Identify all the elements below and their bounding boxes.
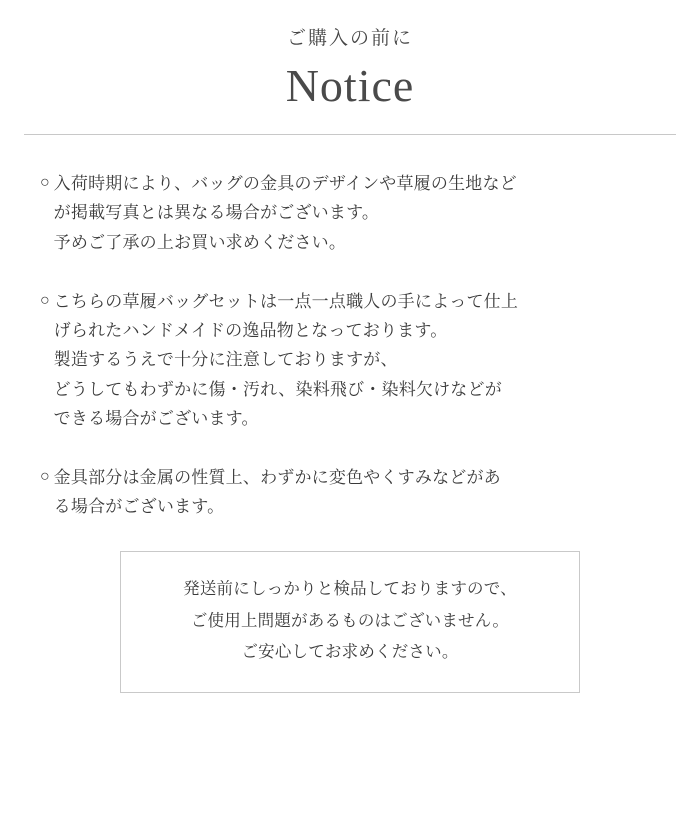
list-item (40, 287, 660, 433)
notice-line: こちらの草履バッグセットは一点一点職人の手によって仕上 (53, 291, 519, 311)
bullet-icon: ○ (40, 174, 50, 192)
bullet-icon: ○ (40, 467, 50, 485)
notice-line: 入荷時期により、バッグの金具のデザインや草履の生地など (53, 174, 517, 194)
notice-list (0, 135, 700, 693)
notice-text (54, 463, 660, 521)
list-item (40, 463, 660, 521)
highlight-line: ご使用上問題があるものはございません。 (190, 611, 510, 630)
notice-line: どうしてもわずかに傷・汚れ、染料飛び・染料欠けなどが (53, 379, 502, 399)
notice-text (54, 169, 660, 257)
notice-line: 予めご了承の上お買い求めください。 (53, 232, 347, 252)
page-title: Notice (285, 59, 415, 111)
notice-line: る場合がございます。 (53, 497, 225, 517)
notice-line: が掲載写真とは異なる場合がございます。 (53, 203, 380, 223)
page-header (0, 0, 700, 114)
header-subtitle: ご購入の前に (286, 28, 413, 49)
notice-line: げられたハンドメイドの逸品物となっております。 (53, 321, 448, 341)
notice-text (54, 287, 660, 433)
notice-line: 製造するうえで十分に注意しておりますが、 (53, 350, 398, 370)
list-item (40, 169, 660, 257)
highlight-box (120, 551, 580, 693)
highlight-line: ご安心してお求めください。 (241, 643, 459, 662)
highlight-line: 発送前にしっかりと検品しておりますので、 (183, 580, 517, 599)
notice-line: 金具部分は金属の性質上、わずかに変色やくすみなどがあ (53, 467, 501, 487)
bullet-icon: ○ (40, 291, 50, 309)
notice-line: できる場合がございます。 (53, 408, 259, 428)
